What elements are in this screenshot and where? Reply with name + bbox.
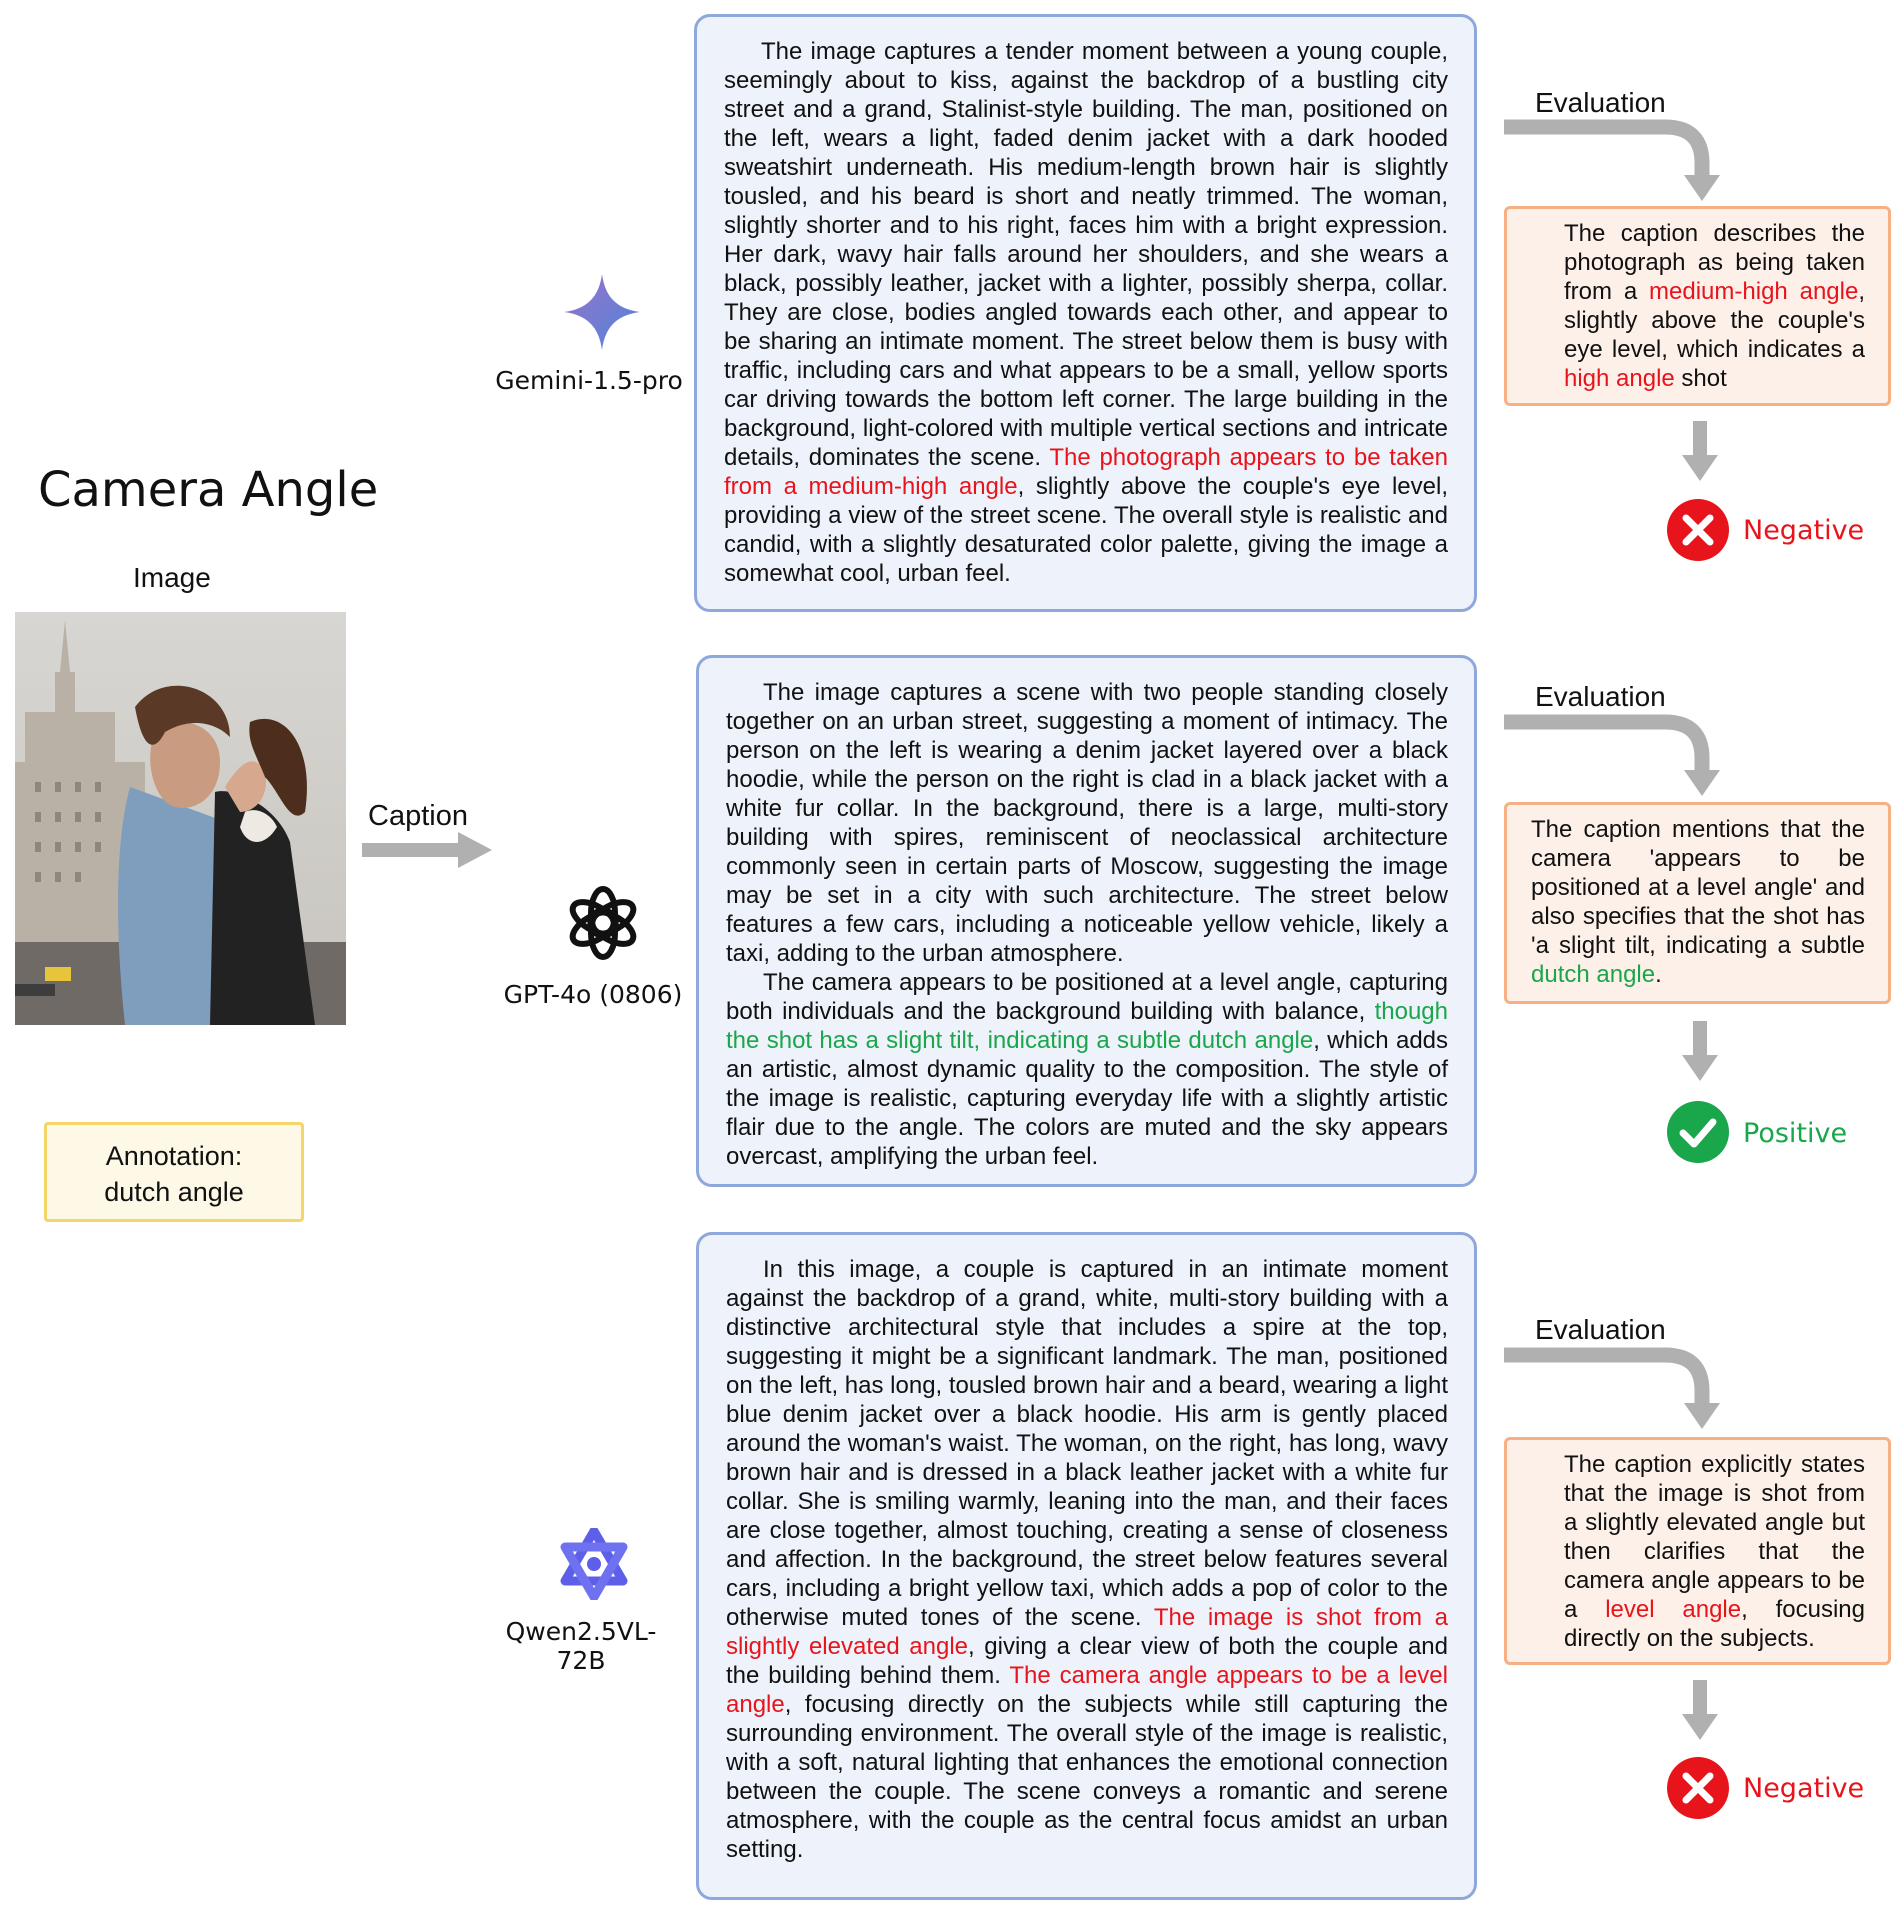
model-name-gpt4o: GPT-4o (0806) <box>503 980 683 1009</box>
positive-check-icon <box>1666 1100 1730 1164</box>
evaluation-arrow <box>1500 1343 1730 1433</box>
evaluation-text: The caption describes the photograph as being taken from a medium-high angle, slightly above the couple's eye level, which indicates a high angle shot <box>1564 220 1865 392</box>
caption-box-gemini <box>694 14 1477 612</box>
annotation-heading: Annotation: <box>105 1141 243 1171</box>
evaluation-box-gpt4o <box>1504 802 1891 1004</box>
caption-highlight: though the shot has a slight tilt, indicating a subtle dutch angle <box>726 998 1448 1054</box>
qwen-logo-icon <box>558 1528 630 1600</box>
evaluation-highlight-1: medium-high angle <box>1649 278 1859 305</box>
evaluation-text: The caption mentions that the camera 'appears to be positioned at a level angle' and also specifies that the shot has 'a slight tilt, indicating a subtle dutch angle. <box>1531 816 1865 988</box>
evaluation-highlight: dutch angle <box>1531 961 1656 988</box>
model-name-qwen: Qwen2.5VL-72B <box>505 1617 657 1675</box>
verdict-negative: Negative <box>1743 1773 1865 1804</box>
evaluation-label: Evaluation <box>1535 681 1666 712</box>
page-title: Camera Angle <box>38 462 379 518</box>
caption-highlight-1: The image is shot from a slightly elevated angle <box>726 1604 1449 1660</box>
evaluation-highlight: level angle <box>1605 1596 1742 1623</box>
caption-box-qwen <box>696 1232 1477 1900</box>
negative-cross-icon <box>1666 1756 1730 1820</box>
caption-highlight: The photograph appears to be taken from a medium-high angle <box>724 444 1448 500</box>
couple-photo <box>15 612 346 1025</box>
caption-text: The image captures a tender moment between a young couple, seemingly about to kiss, against the backdrop of a bustling city street and a grand, Stalinist-style building. The man, positioned on the left, wears a light, faded denim jacket with a dark hooded sweatshirt underneath. His medium-length brown hair is slightly tousled, and his beard is short and neatly trimmed. The woman, slightly shorter and to his right, faces him with a bright expression. Her dark, wavy hair falls around her shoulders, and she wears a black, possibly leather, jacket with a lighter, possibly sherpa, collar. They are close, bodies angled towards each other, and appear to be sharing an intimate moment. The street below them is busy with traffic, including cars and what appears to be a small, yellow sports car driving towards the bottom left corner. The large building in the background, light-colored with multiple vertical sections and intricate details, dominates the scene. The photograph appears to be taken from a medium-high angle, slightly above the couple's eye level, providing a view of the street scene. The overall style is realistic and candid, with a slightly desaturated color palette, giving the image a somewhat cool, urban feel. <box>724 38 1448 587</box>
caption-paragraph-2: The camera appears to be positioned at a level angle, capturing both individuals and the background building with balance, though the shot has a slight tilt, indicating a subtle dutch angle, which adds an artistic, almost dynamic quality to the composition. The style of the image is realistic, capturing everyday life with a slightly artistic flair due to the angle. The colors are muted and the sky appears overcast, amplifying the urban feel. <box>726 969 1449 1170</box>
caption-paragraph-1: The image captures a scene with two people standing closely together on an urban street, suggesting a moment of intimacy. The person on the left is wearing a denim jacket layered over a black hoodie, while the person on the right is clad in a black jacket with a white fur collar. In the background, there is a large, multi-story building with spires, reminiscent of neoclassical architecture commonly seen in certain parts of Moscow, suggesting the image may be set in a city with such architecture. The street below features a few cars, including a noticeable yellow vehicle, likely a taxi, adding to the urban atmosphere. <box>726 679 1448 967</box>
evaluation-box-qwen <box>1504 1437 1891 1665</box>
annotation-box <box>44 1122 304 1222</box>
evaluation-highlight-2: high angle <box>1564 365 1675 392</box>
caption-box-gpt4o <box>696 655 1477 1187</box>
caption-highlight-2: The camera angle appears to be a level angle <box>726 1662 1448 1718</box>
evaluation-arrow <box>1500 115 1730 205</box>
caption-label: Caption <box>368 800 468 832</box>
down-arrow <box>1680 1678 1720 1744</box>
evaluation-label: Evaluation <box>1535 1314 1666 1345</box>
down-arrow <box>1680 419 1720 485</box>
model-name-gemini: Gemini-1.5-pro <box>495 366 683 395</box>
verdict-negative: Negative <box>1743 515 1865 546</box>
evaluation-box-gemini <box>1504 206 1891 406</box>
caption-text: In this image, a couple is captured in an intimate moment against the backdrop of a grand, white, multi-story building with a distinctive architectural style that includes a spire at the top, suggesting it might be a significant landmark. The man, positioned on the left, has long, tousled brown hair and a beard, wearing a light blue denim jacket over a black hoodie. His arm is gently placed around the woman's waist. The woman, on the right, has long, wavy brown hair and is dressed in a black leather jacket with a white fur collar. She is smiling warmly, leaning into the man, and their faces are close together, almost touching, creating a sense of closeness and affection. In the background, the street below features several cars, including a bright yellow taxi, which adds a pop of color to the otherwise muted tones of the scene. The image is shot from a slightly elevated angle, giving a clear view of both the couple and the building behind them. The camera angle appears to be a level angle, focusing directly on the subjects while still capturing the surrounding environment. The overall style of the image is realistic, with a soft, natural lighting that enhances the emotional connection between the couple. The scene conveys a romantic and serene atmosphere, with the couple as the central focus amidst an urban setting. <box>726 1256 1449 1863</box>
down-arrow <box>1680 1019 1720 1085</box>
openai-logo-icon <box>563 883 643 963</box>
evaluation-arrow <box>1500 710 1730 800</box>
verdict-positive: Positive <box>1743 1118 1848 1149</box>
evaluation-label: Evaluation <box>1535 87 1666 118</box>
evaluation-text: The caption explicitly states that the image is shot from a slightly elevated angle but then clarifies that the camera angle appears to be a level angle, focusing directly on the subjects. <box>1564 1451 1866 1652</box>
gemini-sparkle-icon <box>562 272 642 352</box>
image-label: Image <box>133 562 211 593</box>
caption-arrow <box>358 830 498 870</box>
annotation-value: dutch angle <box>104 1177 244 1207</box>
negative-cross-icon <box>1666 498 1730 562</box>
